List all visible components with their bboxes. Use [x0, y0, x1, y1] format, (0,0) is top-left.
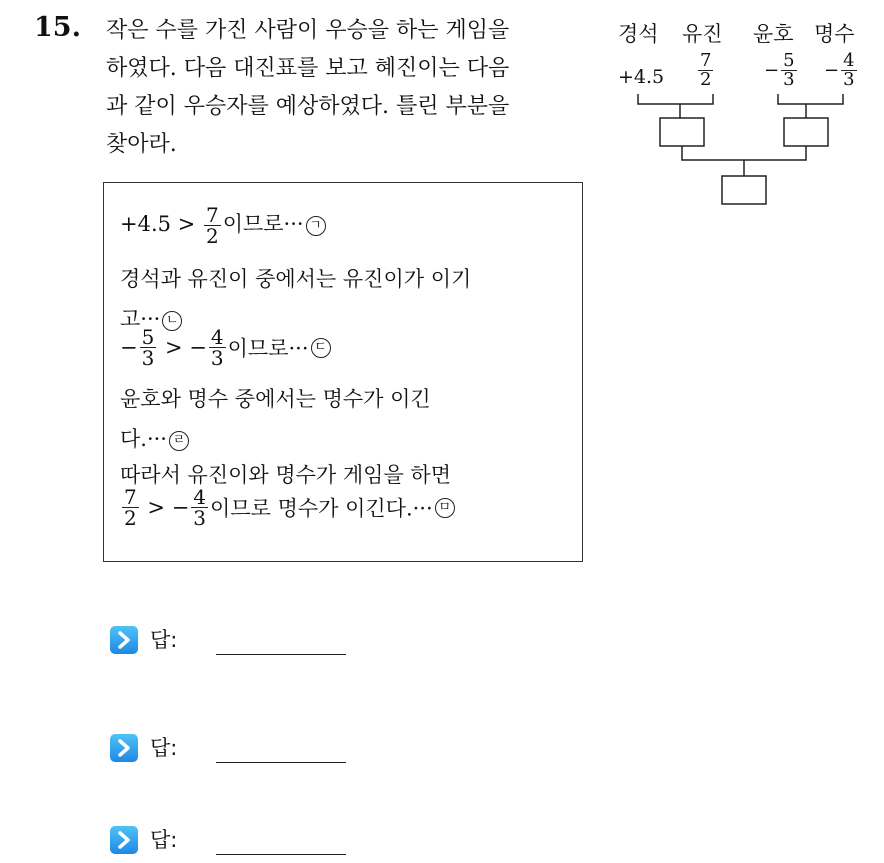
circled-mark: ㄹ: [169, 431, 189, 451]
player-name: 윤호: [753, 22, 794, 46]
question-text: [106, 12, 596, 164]
minus-sign: −: [764, 60, 780, 81]
fraction: $\frac{4}{3}$: [210, 325, 224, 370]
solution-line-6: 다.··· ㄹ: [120, 423, 189, 453]
answer-blank[interactable]: [216, 654, 346, 655]
solution-line-4: − $\frac{5}{3}$ > − $\frac{4}{3}$ 이므로··· ㄷ: [120, 327, 331, 368]
answer-label: 답:: [150, 628, 178, 652]
player-value-fraction: $\frac{5}{3}$: [783, 50, 795, 90]
question-line: 하였다. 다음 대진표를 보고 혜진이는 다음: [106, 56, 510, 81]
circled-mark: ㄴ: [162, 311, 182, 331]
solution-line-3: 고··· ㄴ: [120, 303, 182, 333]
answer-label: 답:: [150, 736, 178, 760]
player-value-fraction: $\frac{7}{2}$: [700, 50, 712, 90]
answer-label: 답:: [150, 828, 178, 852]
circled-mark: ㅁ: [435, 498, 455, 518]
solution-box: [103, 182, 583, 562]
solution-line-1: +4.5 > $\frac{7}{2}$ 이므로··· ㄱ: [120, 205, 326, 246]
chevron-right-icon: [110, 626, 138, 654]
minus-sign: −: [824, 60, 840, 81]
fraction: $\frac{7}{2}$: [205, 203, 219, 248]
chevron-right-icon: [110, 734, 138, 762]
question-line: 과 같이 우승자를 예상하였다. 틀린 부분을: [106, 94, 510, 119]
solution-line-7: 따라서 유진이와 명수가 게임을 하면: [120, 463, 451, 487]
player-name: 유진: [682, 22, 723, 46]
solution-line-2: 경석과 유진이 중에서는 유진이가 이기: [120, 267, 472, 291]
question-line: 작은 수를 가진 사람이 우승을 하는 게임을: [106, 18, 510, 43]
bracket-lines: [618, 18, 868, 218]
player-name: 명수: [814, 22, 855, 46]
fraction: $\frac{7}{2}$: [124, 485, 137, 530]
question-line: 찾아라.: [106, 132, 177, 157]
solution-line-5: 윤호와 명수 중에서는 명수가 이긴: [120, 387, 431, 411]
tournament-bracket: [618, 18, 868, 218]
fraction: $\frac{5}{3}$: [141, 325, 155, 370]
fraction: $\frac{4}{3}$: [193, 485, 207, 530]
answer-blank[interactable]: [216, 762, 346, 763]
solution-line-8: $\frac{7}{2}$ > − $\frac{4}{3}$ 이므로 명수가 이긴다.··· ㅁ: [120, 487, 455, 528]
circled-mark: ㄷ: [311, 338, 331, 358]
player-value-fraction: $\frac{4}{3}$: [843, 50, 855, 90]
player-name: 경석: [618, 22, 659, 46]
circled-mark: ㄱ: [306, 216, 326, 236]
player-value: +4.5: [618, 66, 665, 88]
question-number: 15.: [34, 12, 81, 43]
answer-blank[interactable]: [216, 854, 346, 855]
chevron-right-icon: [110, 826, 138, 854]
